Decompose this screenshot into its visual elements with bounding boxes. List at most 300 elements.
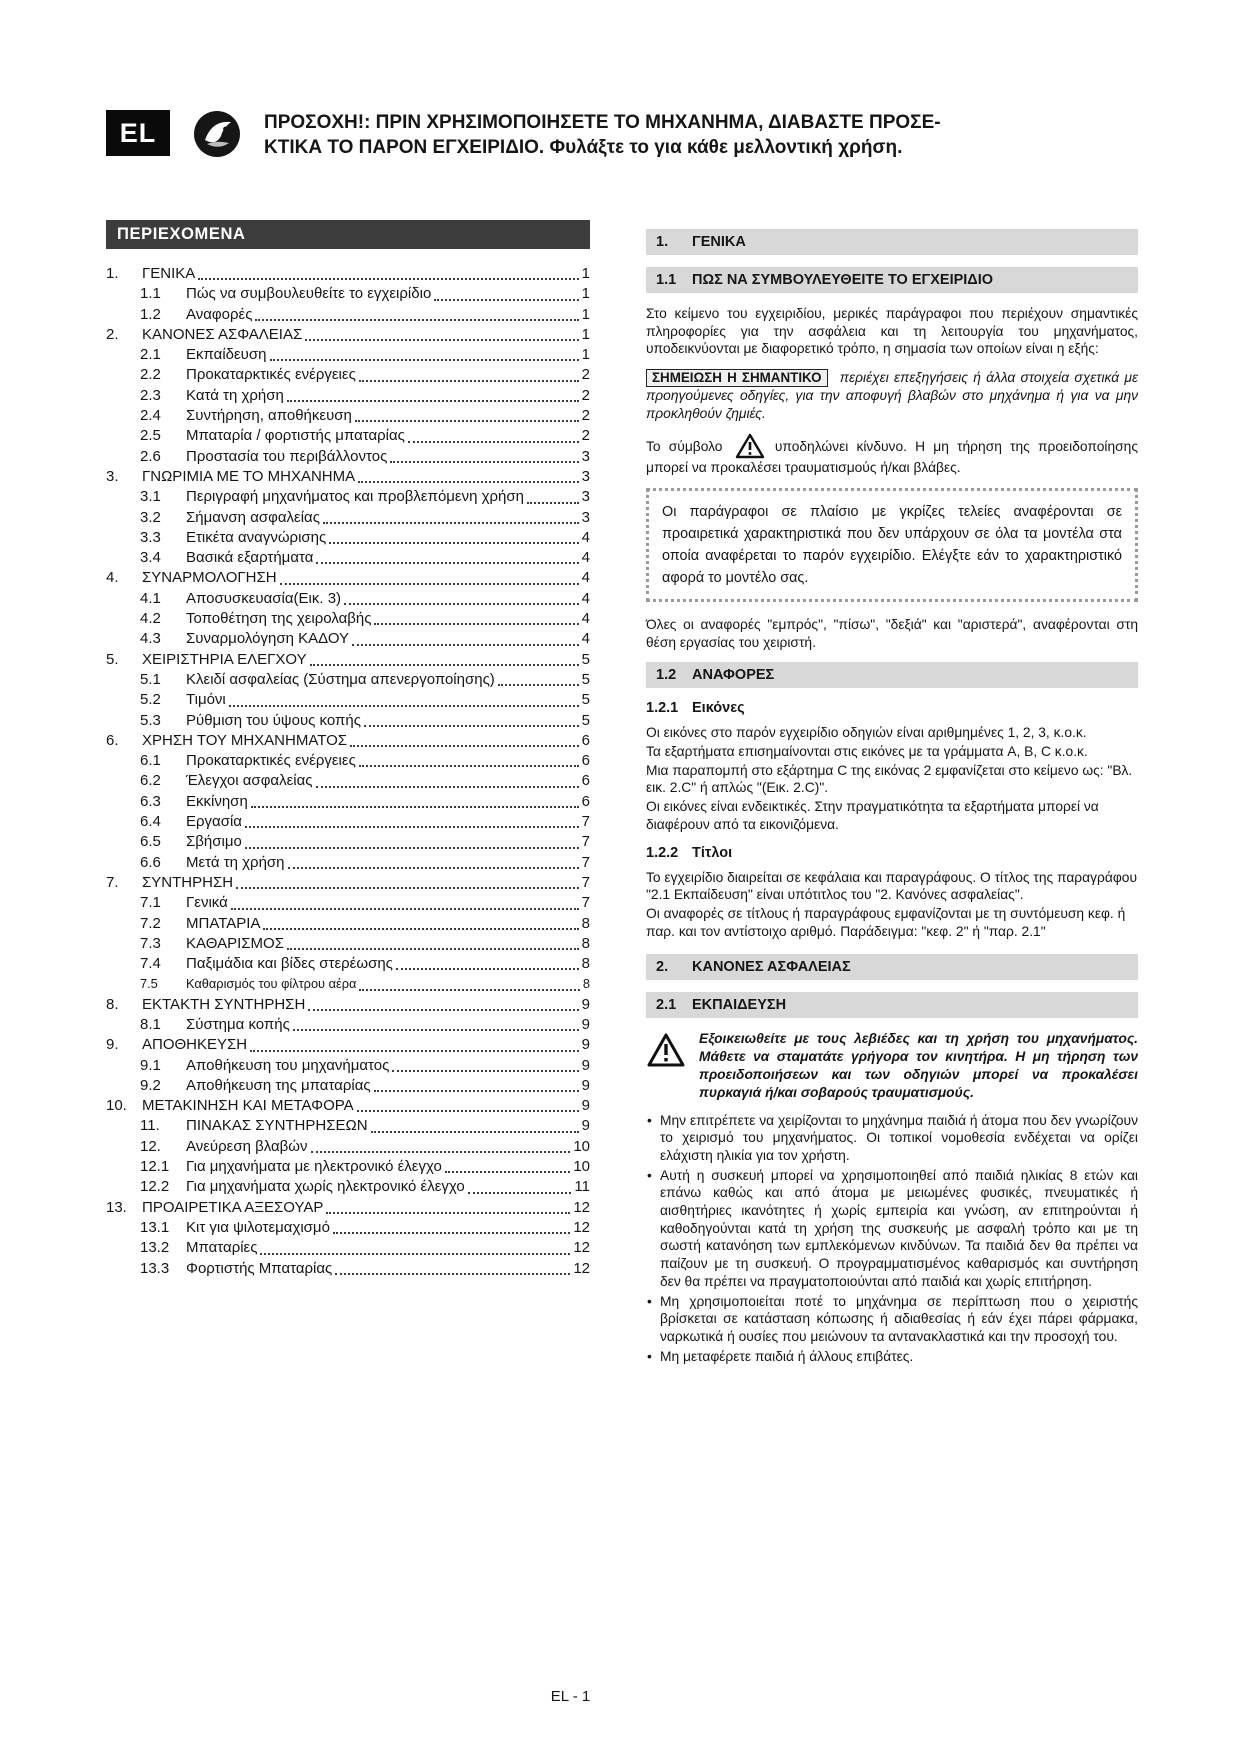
toc-leader-dots [527,487,579,503]
toc-entry-page: 2 [581,386,590,404]
references-orientation-paragraph: Όλες οι αναφορές "εμπρός", "πίσω", "δεξιά" και "αριστερά", αναφέρονται στη θέση εργασίας του χειριστή. [646,616,1138,650]
toc-entry-page: 4 [581,569,590,587]
toc-entry-label: Προκαταρκτικές ενέργειες [186,752,356,770]
toc-leader-dots [374,609,578,625]
toc-entry-label: Περιγραφή μηχανήματος και προβλεπόμενη χρήση [186,488,524,506]
toc-entry-page: 3 [581,447,590,465]
toc-leader-dots [270,345,579,361]
toc-leader-dots [357,1096,579,1112]
toc-leader-dots [396,954,579,970]
toc-leader-dots [364,711,579,727]
toc-entry-number: 6.4 [140,813,161,831]
toc-entry-number: 6.2 [140,772,161,790]
section-title: ΕΚΠΑΙΔΕΥΣΗ [692,997,787,1014]
toc-entry [106,365,590,385]
toc-entry-label: Μπαταρίες [186,1239,258,1257]
subsection-number: 1.2.1 [646,700,679,717]
toc-entry-number: 6.5 [140,833,161,851]
toc-leader-dots [392,1056,578,1072]
page-header [106,110,941,161]
toc-entry-page: 2 [581,366,590,384]
subsection-number: 1.2.2 [646,844,679,861]
toc-leader-dots [358,467,579,483]
toc-entry [106,305,590,325]
symbol-text-before: Το σύμβολο [646,439,723,455]
toc-entry-number: 7. [106,873,119,891]
toc-entry [106,670,590,690]
toc-entry-page: 6 [581,731,590,749]
toc-entry [106,629,590,649]
section-title: ΚΑΝΟΝΕΣ ΑΣΦΑΛΕΙΑΣ [692,959,851,976]
subsection-heading-titles [646,845,1138,861]
toc-entry-page: 4 [581,528,590,546]
section-number: 1. [656,234,669,250]
toc-entry-page: 4 [581,549,590,567]
titles-paragraph-line: Οι αναφορές σε τίτλους ή παραγράφους εμφανίζονται με τη συντόμευση κεφ. ή παρ. και τον αντίστοιχο αριθμό. Παράδειγμα: "κεφ. 2" ή "παρ. 2.1" [646,905,1126,939]
section-heading-training [646,992,1138,1018]
toc-entry-label: Τιμόνι [186,691,226,709]
toc-entry-label: Βασικά εξαρτήματα [186,549,314,567]
toc-entry [106,325,590,345]
toc-entry [106,690,590,710]
toc-entry-label: Μπαταρία / φορτιστής μπαταρίας [186,427,405,445]
toc-entry-label: Μετά τη χρήση [186,853,285,871]
toc-entry-page: 12 [573,1239,590,1257]
section-number: 2.1 [656,997,677,1014]
toc-entry-label: ΧΕΙΡΙΣΤΗΡΙΑ ΕΛΕΓΧΟΥ [142,650,307,668]
toc-leader-dots [359,974,579,990]
toc-entry-label: Κλειδί ασφαλείας (Σύστημα απενεργοποίησης) [186,670,495,688]
subsection-title: Τίτλοι [692,844,733,861]
toc-entry [106,711,590,731]
toc-entry-label: Έλεγχοι ασφαλείας [186,772,313,790]
toc-entry-page: 4 [581,589,590,607]
section-title: ΠΩΣ ΝΑ ΣΥΜΒΟΥΛΕΥΘΕΙΤΕ ΤΟ ΕΓΧΕΙΡΙΔΙΟ [692,272,994,288]
content-column [646,220,1138,1367]
cover-warning-line1: ΠΡΟΣΟΧΗ!: ΠΡΙΝ ΧΡΗΣΙΜΟΠΟΙΗΣΕΤΕ ΤΟ ΜΗΧΑΝΗΜΑ, ΔΙΑΒΑΣΤΕ ΠΡΟΣΕ- [264,112,941,133]
safety-bullet-item: • Αυτή η συσκευή μπορεί να χρησιμοποιηθεί από παιδιά ηλικίας 8 ετών και επάνω καθώς και από άτομα με μειωμένες φυσικές, πνευματικές ή αισθητήριες ικανότητες ή χωρίς εμπειρία και γνώση, αν επιτηρούνται ή καθοδηγούνται κατά τη χρήση της συσκευής με ασφαλή τρόπο και με τη σωστή κατανόηση των εμπλεκόμενων κινδύνων. Τα παιδιά δεν θα πρέπει να παίζουν με τη συσκευή. Ο προγραμματισμένος καθαρισμός και συντήρηση δεν θα πρέπει να πραγματοποιούνται από παιδιά και χωρίς επιτήρηση. [646,1167,1138,1291]
toc-entry-label: ΣΥΝΑΡΜΟΛΟΓΗΣΗ [142,569,277,587]
toc-entry [106,508,590,528]
two-column-layout [106,220,1138,1367]
toc-entry [106,1056,590,1076]
toc-entry [106,609,590,629]
toc-entry-label: ΓΝΩΡΙΜΙΑ ΜΕ ΤΟ ΜΗΧΑΝΗΜΑ [142,467,356,485]
toc-leader-dots [344,589,579,605]
warning-triangle-icon [735,433,765,459]
toc-entry-label: ΜΕΤΑΚΙΝΗΣΗ ΚΑΙ ΜΕΤΑΦΟΡΑ [142,1097,354,1115]
toc-leader-dots [245,832,579,848]
brand-logo-icon [192,109,242,159]
toc-entry-number: 9. [106,1036,119,1054]
toc-entry-page: 10 [573,1158,590,1176]
toc-entry-label: Κιτ για ψιλοτεμαχισμό [186,1218,330,1236]
toc-entry-number: 4.2 [140,610,161,628]
toc-entry-page: 1 [581,305,590,323]
toc-leader-dots [263,914,578,930]
toc-entry-label: Τοποθέτηση της χειρολαβής [186,610,372,628]
warning-triangle-icon [646,1032,686,1068]
toc-leader-dots [311,1137,571,1153]
toc-entry-number: 7.3 [140,934,161,952]
toc-entry [106,1259,590,1279]
toc-entry-number: 7.5 [140,976,158,992]
toc-entry [106,1198,590,1218]
toc-entry-number: 3.1 [140,488,161,506]
toc-entry [106,995,590,1015]
toc-entry [106,893,590,913]
toc-leader-dots [287,934,579,950]
toc-entry-label: Ετικέτα αναγνώρισης [186,528,327,546]
toc-entry-number: 2. [106,325,119,343]
toc-leader-dots [333,1218,570,1234]
toc-entry-number: 12. [140,1137,161,1155]
safety-bullet-list [646,1112,1138,1366]
toc-entry [106,1137,590,1157]
toc-entry-page: 5 [581,650,590,668]
section-heading-how-to-consult [646,267,1138,293]
section-number: 1.2 [656,667,677,684]
toc-entry-page: 7 [581,894,590,912]
toc-entry-label: ΠΙΝΑΚΑΣ ΣΥΝΤΗΡΗΣΕΩΝ [186,1117,368,1135]
toc-entry-number: 2.6 [140,447,161,465]
toc-leader-dots [498,670,579,686]
toc-leader-dots [316,771,579,787]
toc-entry-label: Φορτιστής Μπαταρίας [186,1259,333,1277]
figures-paragraph-line: Τα εξαρτήματα επισημαίνονται στις εικόνες με τα γράμματα A, B, C κ.ο.κ. [646,744,1088,760]
toc-entry [106,974,590,994]
cover-warning-text [264,110,941,161]
toc-entry [106,548,590,568]
toc-entry-number: 6.3 [140,792,161,810]
toc-entry-page: 12 [573,1218,590,1236]
toc-entry-label: Καθαρισμός του φίλτρου αέρα [186,976,357,992]
toc-leader-dots [335,1259,570,1275]
note-text: περιέχει επεξηγήσεις ή άλλα στοιχεία σχετικά με προηγούμενες οδηγίες, για την αποφυγή βλαβών στο μηχάνημα ή για να μην προκληθούν ζημιές. [646,370,1139,421]
safety-bullet-item: • Μη μεταφέρετε παιδιά ή άλλους επιβάτες. [646,1348,1138,1366]
toc-entry-page: 8 [582,976,590,992]
subsection-title: Εικόνες [692,700,745,717]
toc-entry-page: 3 [581,488,590,506]
page-number-footer: EL - 1 [550,1688,591,1705]
toc-entry-label: Συναρμολόγηση ΚΑΔΟΥ [186,630,350,648]
toc-entry [106,751,590,771]
toc-entry-label: ΓΕΝΙΚΑ [142,265,196,282]
toc-entry-page: 7 [581,833,590,851]
toc-leader-dots [326,1198,570,1214]
toc-entry-label: ΑΠΟΘΗΚΕΥΣΗ [142,1036,248,1054]
toc-entry-page: 4 [581,630,590,648]
toc-entry [106,447,590,467]
toc-leader-dots [468,1177,572,1193]
toc-entry-number: 1.1 [140,285,161,303]
toc-entry-number: 2.2 [140,366,161,384]
toc-entry-page: 4 [581,610,590,628]
toc-leader-dots [229,690,579,706]
toc-entry-page: 9 [581,1056,590,1074]
toc-entry-number: 3.4 [140,549,161,567]
toc-entry-page: 1 [581,285,590,303]
toc-entry-page: 8 [581,955,590,973]
toc-entry-number: 3. [106,467,119,485]
toc-leader-dots [359,751,579,767]
section-title: ΓΕΝΙΚΑ [692,234,746,250]
toc-entry-label: Γενικά [186,894,228,912]
toc-entry-number: 8. [106,995,119,1013]
toc-entry [106,467,590,487]
titles-paragraph-line: Το εγχειρίδιο διαιρείται σε κεφάλαια και παραγράφους. Ο τίτλος της παραγράφου "2.1 Εκπαίδευση" είναι υπότιτλος του "2. Κανόνες ασφαλείας". [646,869,1138,903]
toc-entry-number: 2.4 [140,407,161,425]
toc-entry [106,1015,590,1035]
toc-entry [106,731,590,751]
toc-entry-page: 8 [581,914,590,932]
figures-paragraph-line: Οι εικόνες στο παρόν εγχειρίδιο οδηγιών είναι αριθμημένες 1, 2, 3, κ.ο.κ. [646,725,1087,741]
toc-entry [106,1218,590,1238]
toc-entry-number: 13.3 [140,1259,170,1277]
toc-entry [106,1238,590,1258]
toc-entry [106,1177,590,1197]
toc-entry-label: Αναφορές [186,305,253,323]
toc-entry-page: 5 [581,670,590,688]
subsection-heading-figures [646,700,1138,716]
toc-leader-dots [288,853,579,869]
toc-entry-label: ΜΠΑΤΑΡΙΑ [186,914,261,932]
safety-bullet-item: • Μη χρησιμοποιείται ποτέ το μηχάνημα σε περίπτωση που ο χειριστής βρίσκεται σε κατάσταση κόπωσης ή αδιαθεσίας ή εάν έχει πάρει φάρμακα, ναρκωτικά ή ουσίες που μειώνουν τα αντανακλαστικά και την προσοχή του. [646,1293,1138,1346]
toc-entry-page: 6 [581,772,590,790]
toc-entry-page: 6 [581,752,590,770]
toc-entry-label: Εκκίνηση [186,792,248,810]
toc-entry-label: Προκαταρκτικές ενέργειες [186,366,356,384]
toc-leader-dots [260,1238,570,1254]
toc-entry [106,873,590,893]
toc-entry-label: ΚΑΝΟΝΕΣ ΑΣΦΑΛΕΙΑΣ [142,325,303,343]
optional-feature-box: Οι παράγραφοι σε πλαίσιο με γκρίζες τελείες αναφέρονται σε προαιρετικά χαρακτηριστικά που δεν υπάρχουν σε όλα τα μοντέλα στα οποία αναφέρεται το παρόν εγχειρίδιο. Ελέγξτε εάν το χαρακτηριστικό αφορά το μοντέλο σας. [646,488,1138,602]
safety-bullet-item: • Μην επιτρέπετε να χειρίζονται το μηχάνημα παιδιά ή άτομα που δεν γνωρίζουν το χειρισμό του μηχανήματος. Οι τοπικοί νομοθεσία ενδέχεται να ορίζει ελάχιστη ηλικία για τον χρήστη. [646,1112,1138,1165]
toc-entry [106,345,590,365]
toc-entry-label: ΣΥΝΤΗΡΗΣΗ [142,873,234,891]
toc-entry-number: 5.2 [140,691,161,709]
toc-entry-number: 9.1 [140,1056,161,1074]
toc-entry-number: 5.3 [140,711,161,729]
toc-entry [106,264,590,284]
toc-entry [106,487,590,507]
section-heading-general [646,229,1138,255]
toc-leader-dots [310,650,579,666]
toc-entry-number: 11. [140,1117,160,1135]
toc-entry [106,528,590,548]
toc-entry-page: 5 [581,711,590,729]
figures-paragraph-line: Οι εικόνες είναι ενδεικτικές. Στην πραγματικότητα τα εξαρτήματα μπορεί να διαφέρουν από τα εικονιζόμενα. [646,799,1099,832]
toc-leader-dots [352,629,579,645]
toc-entry-number: 3.3 [140,528,161,546]
toc-entry-label: Ανεύρεση βλαβών [186,1137,308,1155]
toc-entry-label: Εργασία [186,813,242,831]
toc-entry-number: 6.1 [140,752,161,770]
toc-entry-number: 7.4 [140,955,161,973]
toc-entry-number: 13.2 [140,1239,170,1257]
toc-leader-dots [236,873,579,889]
toc-entry-page: 3 [581,467,590,485]
toc-entry-page: 9 [581,1015,590,1033]
toc-entry-label: Αποθήκευση του μηχανήματος [186,1056,390,1074]
symbol-text-after: υποδηλώνει κίνδυνο. Η μη τήρηση της προειδοποίησης μπορεί να προκαλέσει τραυματισμούς ή/και βλάβες. [646,439,1138,476]
toc-entry-label: Κατά τη χρήση [186,386,284,404]
toc-entry-number: 10. [106,1097,127,1115]
toc-entry [106,386,590,406]
toc-leader-dots [198,264,578,280]
titles-paragraph-group [646,869,1138,941]
toc-entry [106,426,590,446]
toc-entry-label: Πώς να συμβουλευθείτε το εγχειρίδιο [186,285,432,303]
toc-entry [106,406,590,426]
training-warning-block [646,1030,1138,1101]
toc-entry [106,568,590,588]
toc-entry-page: 2 [581,407,590,425]
toc-leader-dots [329,528,578,544]
toc-leader-dots [359,365,579,381]
toc-leader-dots [374,1076,579,1092]
toc-leader-dots [251,792,579,808]
toc-entry-page: 1 [581,265,590,282]
toc-entry [106,771,590,791]
toc-entry-label: Σήμανση ασφαλείας [186,508,320,526]
note-important-label: ΣΗΜΕΙΩΣΗ Η ΣΗΜΑΝΤΙΚΟ [646,369,828,387]
toc-entry-page: 10 [573,1137,590,1155]
toc-entry-page: 1 [581,346,590,364]
toc-entry [106,1096,590,1116]
toc-entry-number: 7.1 [140,894,161,912]
toc-entry-page: 11 [574,1178,590,1196]
toc-entry [106,792,590,812]
toc-entry-page: 5 [581,691,590,709]
toc-entry-label: Σύστημα κοπής [186,1015,290,1033]
toc-entry-page: 7 [581,853,590,871]
toc-entry-page: 7 [581,813,590,831]
toc-entry-number: 4.1 [140,589,161,607]
toc-entry [106,853,590,873]
toc-entry-label: Για μηχανήματα με ηλεκτρονικό έλεγχο [186,1158,442,1176]
toc-entry-label: Σβήσιμο [186,833,242,851]
training-warning-text: Εξοικειωθείτε με τους λεβιέδες και τη χρήση του μηχανήματος. Μάθετε να σταματάτε γρήγορα τον κινητήρα. Η μη τήρηση των προειδοποιήσεων και των οδηγιών μπορεί να προκαλέσει πυρκαγιά ή/και σοβαρούς τραυματισμούς. [699,1031,1138,1100]
toc-entry [106,1157,590,1177]
toc-entry-number: 7.2 [140,914,161,932]
toc-entry-page: 2 [581,427,590,445]
intro-paragraph: Στο κείμενο του εγχειριδίου, μερικές παράγραφοι που περιέχουν σημαντικές πληροφορίες για την ασφάλεια και τη λειτουργία του μηχανήματος, υποδεικνύονται με διαφορετικό τρόπο, η σημασία των οποίων είναι η εξής: [646,306,1138,357]
toc-entry-number: 5.1 [140,670,161,688]
toc-entry-number: 8.1 [140,1015,161,1033]
toc-entry-page: 6 [581,792,590,810]
toc-leader-dots [305,325,578,341]
toc-entry-page: 1 [581,325,590,343]
toc-entry-page: 9 [581,995,590,1013]
toc-entry-number: 5. [106,650,119,668]
figures-paragraph-group [646,724,1138,833]
toc-entry-number: 4. [106,569,119,587]
toc-entry-number: 9.2 [140,1076,161,1094]
toc-entry-page: 9 [581,1076,590,1094]
toc-leader-dots [316,548,578,564]
toc-entry-page: 12 [573,1259,590,1277]
toc-entry [106,832,590,852]
section-heading-references [646,662,1138,688]
toc-entry-number: 13. [106,1198,127,1216]
danger-symbol-paragraph [646,433,1138,477]
toc-entry-label: Αποσυσκευασία(Εικ. 3) [186,589,342,607]
section-number: 1.1 [656,272,677,288]
toc-entry-page: 12 [573,1198,590,1216]
toc-entry [106,1076,590,1096]
toc-list [106,264,590,1279]
toc-entry-number: 2.5 [140,427,161,445]
toc-entry-number: 6. [106,731,119,749]
toc-entry-label: Παξιμάδια και βίδες στερέωσης [186,955,393,973]
toc-leader-dots [287,386,579,402]
toc-leader-dots [280,568,579,584]
figures-paragraph-line: Μια παραπομπή στο εξάρτημα C της εικόνας 2 εμφανίζεται στο κείμενο ως: "Βλ. εικ. 2.C" ή απλώς "(Εικ. 2.C)". [646,762,1133,796]
toc-entry [106,1035,590,1055]
toc-entry-number: 12.1 [140,1158,170,1176]
toc-leader-dots [350,731,579,747]
toc-entry [106,954,590,974]
toc-entry-number: 4.3 [140,630,161,648]
toc-entry-label: ΧΡΗΣΗ ΤΟΥ ΜΗΧΑΝΗΜΑΤΟΣ [142,731,348,749]
note-paragraph [646,369,1138,422]
toc-entry-label: Προστασία του περιβάλλοντος [186,447,388,465]
toc-leader-dots [445,1157,571,1173]
toc-leader-dots [255,305,578,321]
toc-leader-dots [408,426,579,442]
toc-entry-number: 13.1 [140,1218,170,1236]
toc-leader-dots [371,1116,579,1132]
toc-leader-dots [355,406,579,422]
toc-entry-label: Αποθήκευση της μπαταρίας [186,1076,371,1094]
toc-entry-page: 9 [581,1036,590,1054]
toc-entry [106,1116,590,1136]
toc-entry [106,812,590,832]
toc-entry [106,650,590,670]
toc-entry [106,914,590,934]
toc-entry-number: 6.6 [140,853,161,871]
language-badge: EL [106,110,170,156]
toc-entry-label: ΠΡΟΑΙΡΕΤΙΚΑ ΑΞΕΣΟΥΑΡ [142,1198,324,1216]
toc-entry-label: Για μηχανήματα χωρίς ηλεκτρονικό έλεγχο [186,1178,465,1196]
toc-column [106,220,590,1367]
cover-warning-line2: ΚΤΙΚΑ ΤΟ ΠΑΡΟΝ ΕΓΧΕΙΡΙΔΙΟ. Φυλάξτε το για κάθε μελλοντική χρήση. [264,137,903,159]
toc-leader-dots [293,1015,579,1031]
toc-leader-dots [245,812,579,828]
toc-entry [106,934,590,954]
toc-entry-label: Ρύθμιση του ύψους κοπής [186,711,361,729]
toc-entry-page: 9 [581,1097,590,1115]
toc-entry-number: 12.2 [140,1178,170,1196]
toc-title: ΠΕΡΙΕΧΟΜΕΝΑ [106,220,590,249]
toc-entry-number: 1. [106,265,119,282]
toc-entry-number: 2.1 [140,346,161,364]
toc-entry-label: ΚΑΘΑΡΙΣΜΟΣ [186,934,284,952]
toc-entry-label: ΕΚΤΑΚΤΗ ΣΥΝΤΗΡΗΣΗ [142,995,306,1013]
toc-entry-number: 2.3 [140,386,161,404]
section-title: ΑΝΑΦΟΡΕΣ [692,667,775,684]
toc-entry-label: Εκπαίδευση [186,346,267,364]
toc-entry-label: Συντήρηση, αποθήκευση [186,407,352,425]
toc-entry-number: 3.2 [140,508,161,526]
toc-entry [106,589,590,609]
section-number: 2. [656,959,669,976]
toc-leader-dots [231,893,579,909]
toc-leader-dots [434,284,578,300]
toc-entry [106,284,590,304]
toc-entry-page: 9 [581,1117,590,1135]
